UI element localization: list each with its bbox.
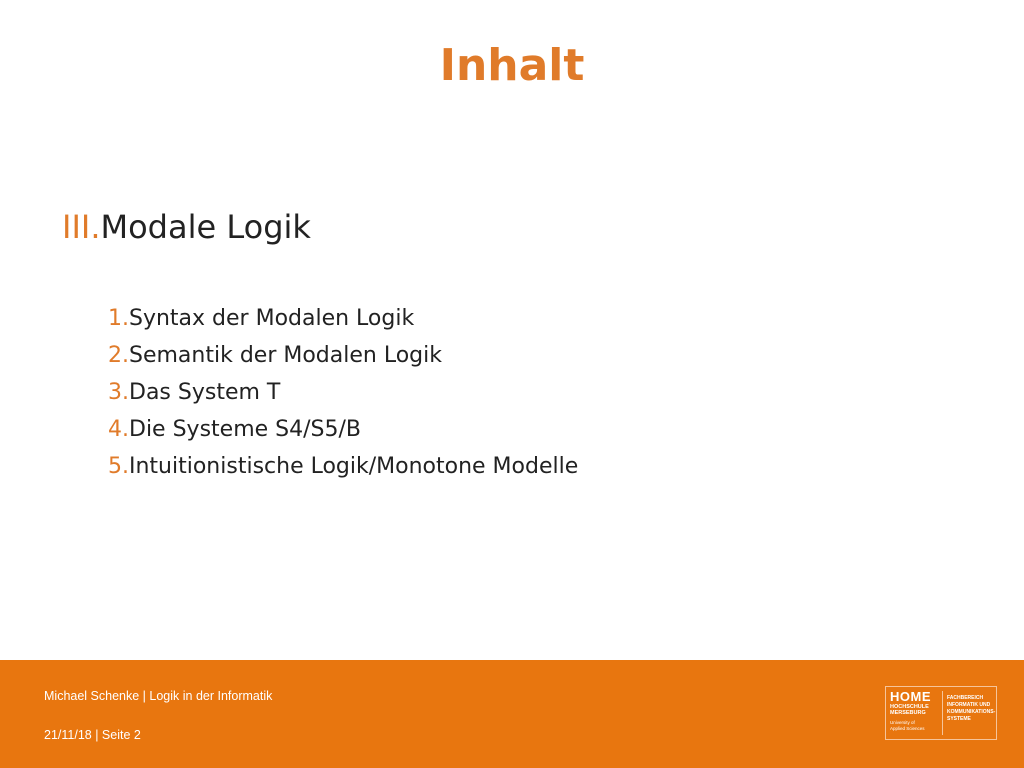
- topic-label: Die Systeme S4/S5/B: [129, 417, 361, 442]
- logo-dept-4: SYSTEME: [947, 716, 971, 722]
- topic-number: 5.: [108, 454, 129, 479]
- topic-item: [108, 411, 578, 448]
- topic-label: Intuitionistische Logik/Monotone Modelle: [129, 454, 579, 479]
- topic-item: [108, 337, 578, 374]
- logo-dept-3: KOMMUNIKATIONS-: [947, 709, 996, 715]
- topic-list: [108, 300, 578, 485]
- footer-bar: [0, 660, 1024, 768]
- logo-sub-2: Applied Sciences: [890, 726, 925, 731]
- topic-number: 3.: [108, 380, 129, 405]
- logo-dept-2: INFORMATIK UND: [947, 702, 991, 708]
- university-logo: [885, 686, 997, 740]
- topic-number: 4.: [108, 417, 129, 442]
- logo-sub-1: University of: [890, 720, 915, 725]
- logo-mark: HOME: [890, 689, 931, 704]
- section-heading: [62, 204, 311, 250]
- topic-number: 2.: [108, 343, 129, 368]
- logo-name-1: HOCHSCHULE: [890, 704, 929, 710]
- logo-divider: [942, 691, 943, 735]
- topic-item: [108, 448, 578, 485]
- topic-item: [108, 374, 578, 411]
- footer-author-course: Michael Schenke | Logik in der Informatik: [44, 689, 273, 703]
- topic-label: Syntax der Modalen Logik: [129, 306, 415, 331]
- logo-name-2: MERSEBURG: [890, 710, 926, 716]
- slide-title: Inhalt: [439, 40, 585, 91]
- section-label: Modale Logik: [100, 208, 311, 246]
- topic-item: [108, 300, 578, 337]
- logo-dept-1: FACHBEREICH: [947, 695, 984, 701]
- section-number: III.: [62, 208, 101, 246]
- footer-date-page: 21/11/18 | Seite 2: [44, 728, 141, 742]
- topic-number: 1.: [108, 306, 129, 331]
- topic-label: Das System T: [129, 380, 281, 405]
- topic-label: Semantik der Modalen Logik: [129, 343, 442, 368]
